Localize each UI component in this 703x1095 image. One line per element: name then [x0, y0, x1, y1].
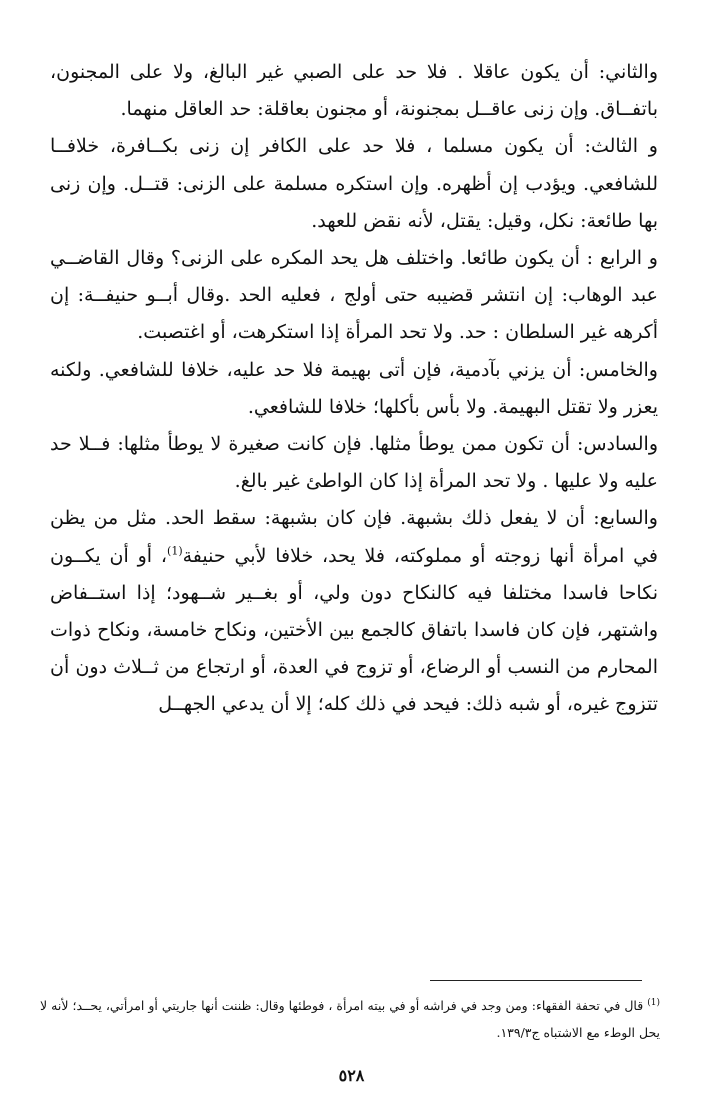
paragraph-text: والسادس: أن تكون ممن يوطأ مثلها. فإن كانت صغيرة لا يوطأ مثلها: فــلا حد عليه ولا عليها . ولا تحد المرأة إذا كان الواطئ غير بالغ.: [50, 433, 658, 493]
paragraph-text: و الثالث: أن يكون مسلما ، فلا حد على الكافر إن زنى بكــافرة، خلافــا للشافعي. ويؤدب إن أظهره. وإن استكره مسلمة على الزنى: قتــل. وإن زنى بها طائعة: نكل، وقيل: يقتل، لأنه نقض للعهد.: [50, 135, 658, 232]
footnote: [40, 992, 660, 1046]
paragraph-text: والخامس: أن يزني بآدمية، فإن أتى بهيمة فلا حد عليه، خلافا للشافعي. ولكنه يعزر ولا تقتل البهيمة. ولا بأس بأكلها؛ خلافا للشافعي.: [50, 358, 658, 418]
paragraph-fourth-condition: [50, 240, 658, 352]
footnote-text: قال في تحفة الفقهاء: ومن وجد في فراشه أو في بيته امرأة ، فوطئها وقال: ظننت أنها جاريتي أو امرأتي، يحــد؛ لأنه لا يحل الوطء مع الاشتباه ج١٣٩/٣.: [40, 998, 660, 1040]
paragraph-text-after-footnote: ، أو أن يكــون نكاحا فاسدا مختلفا فيه كالنكاح دون ولي، أو بغــير شــهود؛ إذا استــفاض واشتهر، فإن كان فاسدا باتفاق كالجمع بين الأختين، ونكاح خامسة، ونكاح ذوات المحارم من النسب أو الرضاع، أو تزوج في العدة، أو ارتجاع من ثــلاث دون أن تتزوج غيره، أو شبه ذلك: فيحد في ذلك كله؛ إلا أن يدعي الجهــل: [50, 544, 658, 716]
footnote-divider: [430, 980, 642, 981]
paragraph-second-condition: [50, 54, 658, 128]
main-text: [50, 54, 658, 724]
paragraph-text: والثاني: أن يكون عاقلا . فلا حد على الصبي غير البالغ، ولا على المجنون، باتفــاق. وإن زنى عاقــل بمجنونة، أو مجنون بعاقلة: حد العاقل منهما.: [50, 61, 658, 121]
footnote-number: (1): [647, 997, 661, 1008]
paragraph-text: و الرابع : أن يكون طائعا. واختلف هل يحد المكره على الزنى؟ وقال القاضــي عبد الوهاب: إن انتشر قضيبه حتى أولج ، فعليه الحد .وقال أبــو حنيفــة: إن أكرهه غير السلطان : حد. ولا تحد المرأة إذا استكرهت، أو اغتصبت.: [50, 247, 658, 344]
paragraph-text-before-footnote: والسابع: أن لا يفعل ذلك بشبهة. فإن كان بشبهة: سقط الحد. مثل من يظن في امرأة أنها زوجته أو مملوكته، فلا يحد، خلافا لأبي حنيفة: [50, 507, 659, 567]
paragraph-sixth-condition: [50, 426, 658, 500]
paragraph-seventh-condition: [50, 500, 658, 723]
paragraph-fifth-condition: [50, 352, 658, 426]
footnote-reference[interactable]: (1): [167, 544, 183, 558]
paragraph-third-condition: [50, 128, 658, 240]
page-number: ٥٢٨: [338, 1066, 365, 1085]
